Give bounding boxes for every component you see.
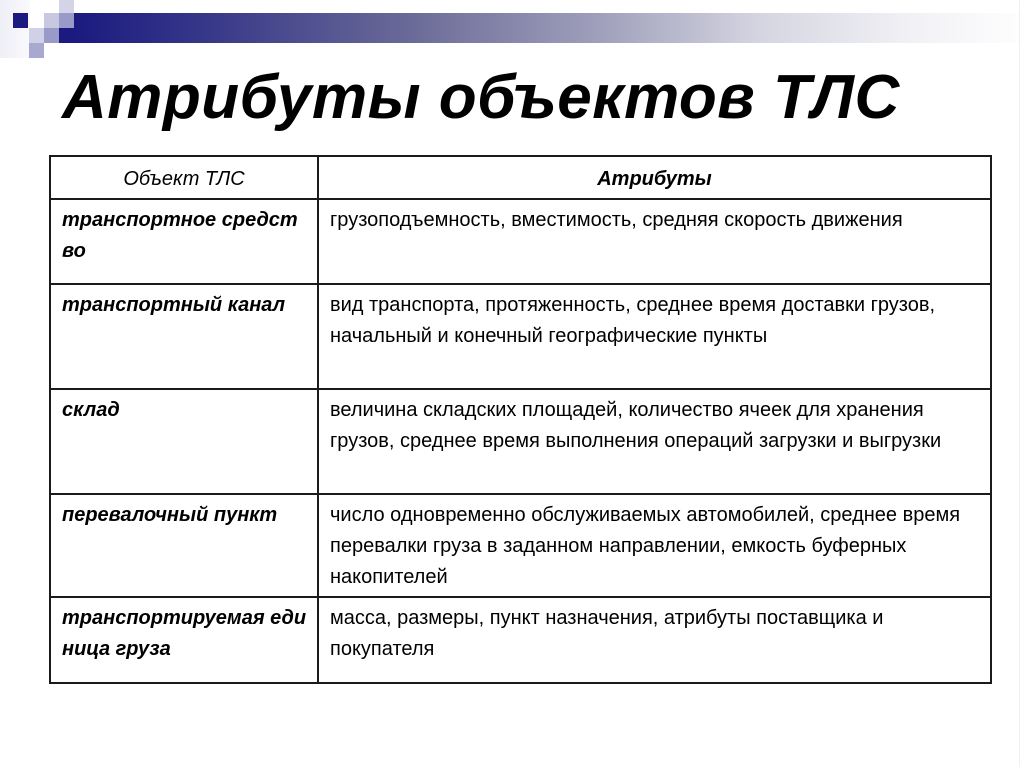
header-decoration: [0, 0, 1024, 60]
table-row: [50, 284, 991, 389]
decor-square: [0, 0, 30, 58]
slide-edge: [1019, 0, 1020, 767]
attributes-cell: число одновременно обслуживаемых автомобилей, среднее время перевалки груза в заданном направлении, емкость буферных накопителей: [318, 494, 991, 597]
decor-square: [59, 28, 74, 43]
object-cell: транспортный канал: [50, 284, 318, 389]
decor-square: [59, 0, 74, 13]
attributes-cell: масса, размеры, пункт назначения, атрибуты поставщика и покупателя: [318, 597, 991, 683]
table-row: [50, 494, 991, 597]
table-header-row: [50, 156, 991, 199]
object-cell: транспортируемая единица груза: [50, 597, 318, 683]
object-cell: транспортное средство: [50, 199, 318, 284]
object-cell: перевалочный пункт: [50, 494, 318, 597]
table-row: [50, 389, 991, 494]
attributes-cell: вид транспорта, протяженность, среднее время доставки грузов, начальный и конечный географические пункты: [318, 284, 991, 389]
decor-square: [44, 13, 59, 28]
attributes-cell: грузоподъемность, вместимость, средняя скорость движения: [318, 199, 991, 284]
table-row: [50, 199, 991, 284]
attributes-table: [49, 155, 992, 684]
table-row: [50, 597, 991, 683]
column-header-object: Объект ТЛС: [50, 156, 318, 199]
decor-square: [29, 28, 44, 43]
decor-square: [29, 43, 44, 58]
column-header-attributes: Атрибуты: [318, 156, 991, 199]
decor-square: [59, 13, 74, 28]
decor-square: [13, 13, 28, 28]
attributes-cell: величина складских площадей, количество ячеек для хранения грузов, среднее время выполнения операций загрузки и выгрузки: [318, 389, 991, 494]
object-cell: склад: [50, 389, 318, 494]
page-title: Атрибуты объектов ТЛС: [62, 63, 900, 132]
decor-square: [44, 28, 59, 43]
header-gradient-bar: [74, 13, 1024, 43]
